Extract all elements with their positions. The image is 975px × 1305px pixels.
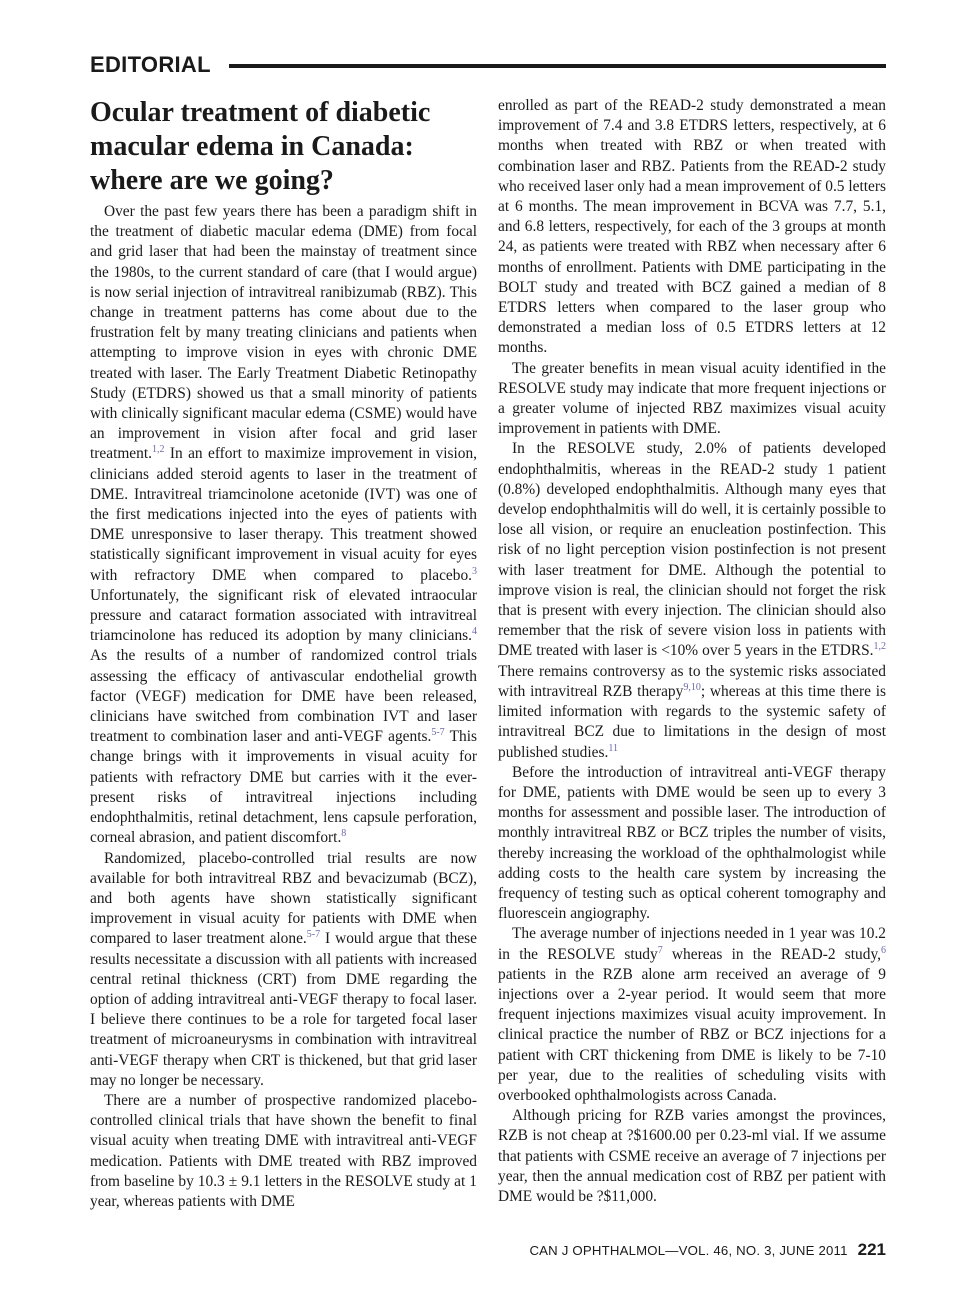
paragraph-text: The greater benefits in mean visual acuity identified in the RESOLVE study may indicate that more frequent injections or a greater volume of injected RBZ maximizes visual acuity improvement in patients with DME.: [498, 359, 886, 438]
paragraph-text: Unfortunately, the significant risk of elevated intraocular pressure and cataract formation associated with intravitreal triamcinolone has reduced its adoption by many clinicians.: [90, 586, 477, 645]
paragraph-text: enrolled as part of the READ-2 study demonstrated a mean improvement of 7.4 and 3.8 ETDRS letters, respectively, at 6 months when treated with RBZ or when treated with combination laser and RBZ. Patients from the READ-2 study who received laser only had a mean improvement of 0.5 letters at 6 months. The mean improvement in BCVA was 7.7, 5.1, and 6.8 letters, respectively, for each of the 3 groups at month 24, as patients were treated with RBZ when necessary after 6 months of enrollment. Patients with DME participating in the BOLT study and treated with BCZ gained a median of 8 ETDRS letters when compared to the laser group who demonstrated a median loss of 0.5 ETDRS letters at 12 months.: [498, 97, 886, 357]
paragraph: [90, 1091, 477, 1212]
page-number: 221: [857, 1240, 886, 1259]
paragraph-text: There remains controversy as to the systemic risks associated with intravitreal RZB therapy: [498, 662, 886, 700]
paragraph-text: This change brings with it improvements in visual acuity for patients with refractory DME but carries with it the ever-present risks of intravitreal injections including endophthalmitis, retinal detachment, lens capsule perforation, corneal abrasion, and patient discomfort.: [90, 728, 477, 847]
citation-reference[interactable]: 3: [472, 565, 477, 577]
citation-reference[interactable]: 11: [608, 742, 618, 754]
paragraph: [498, 1106, 886, 1207]
paragraph: [498, 763, 886, 925]
left-column-body: [90, 202, 477, 1212]
page-footer: [529, 1240, 886, 1260]
paragraph-text: patients in the RZB alone arm received an average of 9 injections over a 2-year period. It would seem that more frequent injections maximizes visual acuity improvement. In clinical practice the number of RBZ or BCZ injections for a patient with CRT thickening from DME is likely to be 7-10 per year, due to the realities of scheduling visits with overbooked ophthalmologists across Canada.: [498, 965, 886, 1104]
citation-reference[interactable]: 8: [341, 828, 347, 840]
paragraph-text: Although pricing for RZB varies amongst the provinces, RZB is not cheap at ?$1600.00 per 0.23-ml vial. If we assume that patients with CSME receive an average of 7 injections per year, then the annual medication cost of RBZ per patient with DME would be ?$11,000.: [498, 1107, 886, 1205]
paragraph-text: In an effort to maximize improvement in vision, clinicians added steroid agents to laser in the treatment of DME. Intravitreal triamcinolone acetonide (IVT) was one of the first medications injected into the eyes of patients with DME unresponsive to laser therapy. This treatment showed statistically significant improvement in visual acuity for eyes with refractory DME when compared to placebo.: [90, 445, 477, 584]
section-label: EDITORIAL: [90, 52, 211, 77]
paragraph-text: In the RESOLVE study, 2.0% of patients developed endophthalmitis, whereas in the READ-2 study 1 patient (0.8%) developed endophthalmitis. Although many eyes that develop endophthalmitis will do well, it is certainly possible to lose all vision, or require an enucleation postinfection. This risk of no light perception vision postinfection is not present with laser treatment for DME. Although the potential to improve vision is real, the clinician should not forget the risk that is present with every injection. The clinician should also remember that the risk of severe vision loss in patients with DME treated with laser is <10% over 5 years in the ETDRS.: [498, 440, 886, 660]
section-header: [90, 52, 886, 78]
paragraph: [498, 96, 886, 359]
paragraph-text: Over the past few years there has been a paradigm shift in the treatment of diabetic macular edema (DME) from focal and grid laser that had been the mainstay of treatment since the 1980s, to the current standard of care (that I would argue) is now serial injection of intravitreal ranibizumab (RBZ). This change in treatment patterns has come about due to the frustration felt by many treating clinicians and patients when attempting to improve vision in eyes with chronic DME treated with laser. The Early Treatment Diabetic Retinopathy Study (ETDRS) showed us that a small minority of patients with clinically significant macular edema (CSME) would have an improvement in vision after focal and grid laser treatment.: [90, 203, 477, 463]
citation-reference[interactable]: 5-7: [306, 929, 321, 941]
paragraph-text: Randomized, placebo-controlled trial results are now available for both intravitreal RBZ and bevacizumab (BCZ), and both agents have shown statistically significant improvement in visual acuity for patients with DME when compared to laser treatment alone.: [90, 849, 477, 948]
paragraph-text: ; whereas at this time there is limited information with regards to the systemic safety of intravitreal BCZ due to limitations in the design of most published studies.: [498, 682, 886, 761]
paragraph-text: Before the introduction of intravitreal anti-VEGF therapy for DME, patients with DME would be seen up to every 3 months for assessment and possible laser. The introduction of monthly intravitreal RBZ or BCZ triples the number of visits, thereby increasing the workload of the ophthalmologist while adding costs to the health care system by increasing the frequency of testing such as optical coherent tomography and fluorescein angiography.: [498, 763, 886, 923]
article-title: Ocular treatment of diabetic macular edema in Canada: where are we going?: [90, 97, 431, 196]
paragraph-text: whereas in the READ-2 study,: [662, 945, 881, 963]
citation-reference[interactable]: 4: [472, 626, 477, 638]
paragraph: [498, 359, 886, 440]
journal-citation: CAN J OPHTHALMOL—VOL. 46, NO. 3, JUNE 2011: [529, 1243, 848, 1258]
citation-reference[interactable]: 1,2: [873, 641, 886, 653]
right-column-body: [498, 96, 886, 1207]
header-rule: [229, 64, 886, 68]
paragraph-text: As the results of a number of randomized control trials assessing the efficacy of antivascular endothelial growth factor (VEGF) medication for DME have been released, clinicians have switched from combination IVT and laser treatment to combination laser and anti-VEGF agents.: [90, 647, 477, 746]
citation-reference[interactable]: 1,2: [151, 444, 165, 456]
right-column: [498, 96, 886, 1207]
citation-reference[interactable]: 5-7: [431, 727, 445, 739]
paragraph: [90, 202, 477, 849]
paragraph-text: The average number of injections needed in 1 year was 10.2 in the RESOLVE study: [498, 925, 886, 963]
citation-reference[interactable]: 9,10: [683, 681, 701, 693]
paragraph-text: I would argue that these results necessitate a discussion with all patients with increased central retinal thickness (CRT) from DME regarding the option of adding intravitreal anti-VEGF therapy to focal laser. I believe there continues to be a role for targeted focal laser treatment of microaneurysms in combination with intravitreal anti-VEGF therapy when CRT is thickened, but that grid laser may no longer be necessary.: [90, 930, 477, 1089]
citation-reference[interactable]: 6: [881, 944, 886, 956]
paragraph: [90, 849, 477, 1091]
paragraph-text: There are a number of prospective randomized placebo-controlled clinical trials that have shown the benefit to final visual acuity when treating DME with intravitreal anti-VEGF medication. Patients with DME treated with RBZ improved from baseline by 10.3 ± 9.1 letters in the RESOLVE study at 1 year, whereas patients with DME: [90, 1091, 477, 1210]
paragraph: [498, 924, 886, 1106]
citation-reference[interactable]: 7: [657, 944, 663, 956]
left-column: [90, 96, 477, 1212]
paragraph: [498, 439, 886, 762]
